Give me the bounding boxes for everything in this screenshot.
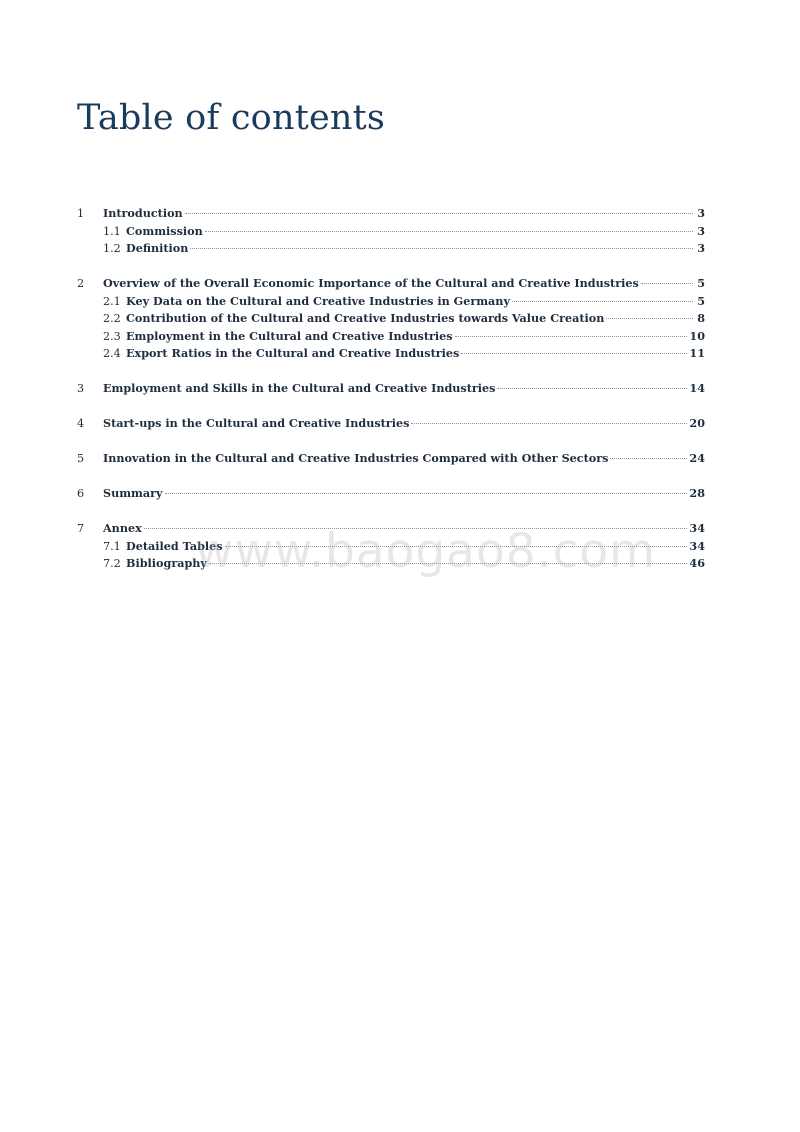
toc-chapter-title: Innovation in the Cultural and Creative Industries Compared with Other Sectors — [103, 451, 609, 465]
toc-dot-leader — [411, 423, 687, 424]
toc-subentry[interactable] — [77, 240, 705, 258]
toc-chapter — [77, 520, 705, 573]
toc-dot-leader — [606, 318, 693, 319]
toc-chapter — [77, 485, 705, 503]
toc-page-number: 3 — [697, 223, 705, 238]
toc-chapter — [77, 450, 705, 468]
toc-chapter-number: 4 — [77, 417, 85, 430]
toc-dot-leader — [225, 546, 688, 547]
toc-section-title: Bibliography — [126, 556, 207, 570]
toc-section-number: 2.4 — [103, 347, 121, 360]
toc-entry[interactable] — [77, 380, 705, 398]
toc-chapter-title: Overview of the Overall Economic Importance of the Cultural and Creative Industries — [103, 276, 639, 290]
toc-section-number: 1.2 — [103, 242, 121, 255]
toc-chapter — [77, 380, 705, 398]
toc-entry[interactable] — [77, 205, 705, 223]
toc-entry[interactable] — [77, 520, 705, 538]
toc-page-number: 5 — [697, 276, 705, 290]
toc-dot-leader — [461, 353, 687, 354]
toc-dot-leader — [205, 231, 693, 232]
toc-section-title: Employment in the Cultural and Creative Industries — [126, 328, 453, 343]
toc-page-number: 10 — [689, 328, 705, 343]
toc-page-number: 5 — [697, 293, 705, 308]
toc-subentry[interactable] — [77, 328, 705, 346]
toc-subentry[interactable] — [77, 538, 705, 556]
toc-dot-leader — [512, 301, 693, 302]
toc-dot-leader — [209, 563, 688, 564]
toc-dot-leader — [144, 528, 688, 529]
toc-page-number: 20 — [689, 416, 705, 430]
toc-entry[interactable] — [77, 275, 705, 293]
toc-dot-leader — [185, 213, 693, 214]
toc-section-title: Detailed Tables — [126, 538, 223, 553]
toc-page-number: 46 — [689, 556, 705, 570]
toc-page-number: 34 — [689, 521, 705, 535]
toc-page-number: 3 — [697, 206, 705, 220]
toc-subentry[interactable] — [77, 310, 705, 328]
toc-dot-leader — [641, 283, 693, 284]
toc-section-title: Contribution of the Cultural and Creative Industries towards Value Creation — [126, 311, 605, 325]
toc-section-number: 7.1 — [103, 539, 121, 553]
toc-chapter-title: Start-ups in the Cultural and Creative Industries — [103, 416, 410, 430]
toc-section-number: 2.1 — [103, 294, 121, 308]
toc-section-title: Key Data on the Cultural and Creative Industries in Germany — [126, 293, 510, 308]
toc-chapter-title: Introduction — [103, 206, 183, 220]
watermark: www.baogao8.com — [195, 524, 656, 579]
toc-subentry[interactable] — [77, 345, 705, 363]
toc-page-number: 24 — [689, 451, 705, 465]
toc-entry[interactable] — [77, 485, 705, 503]
toc-chapter-number: 5 — [77, 452, 85, 465]
toc-subentry[interactable] — [77, 555, 705, 573]
toc-page-number: 34 — [689, 538, 705, 553]
toc-chapter-number: 7 — [77, 522, 85, 535]
toc-page-number: 11 — [689, 346, 705, 360]
toc-section-title: Export Ratios in the Cultural and Creative Industries — [126, 346, 460, 360]
toc-page-number: 28 — [689, 486, 705, 500]
toc-page-number: 8 — [697, 311, 705, 325]
toc-dot-leader — [497, 388, 687, 389]
toc-chapter-title: Employment and Skills in the Cultural and Creative Industries — [103, 381, 496, 395]
toc-page-number: 14 — [689, 381, 705, 395]
toc-section-title: Commission — [126, 223, 203, 238]
toc-subentry[interactable] — [77, 223, 705, 241]
table-of-contents — [77, 205, 705, 590]
toc-chapter-number: 6 — [77, 487, 85, 500]
toc-chapter — [77, 205, 705, 258]
toc-entry[interactable] — [77, 450, 705, 468]
toc-chapter — [77, 415, 705, 433]
toc-dot-leader — [610, 458, 687, 459]
toc-subentry[interactable] — [77, 293, 705, 311]
toc-chapter-number: 3 — [77, 382, 85, 395]
toc-section-number: 2.3 — [103, 329, 121, 343]
toc-chapter-number: 1 — [77, 207, 85, 220]
toc-entry[interactable] — [77, 415, 705, 433]
toc-section-number: 2.2 — [103, 312, 121, 325]
toc-section-number: 7.2 — [103, 557, 121, 570]
toc-chapter — [77, 275, 705, 363]
toc-section-number: 1.1 — [103, 224, 121, 238]
toc-dot-leader — [455, 336, 688, 337]
toc-chapter-title: Annex — [103, 521, 142, 535]
toc-chapter-number: 2 — [77, 277, 85, 290]
toc-dot-leader — [190, 248, 693, 249]
toc-dot-leader — [165, 493, 688, 494]
toc-section-title: Definition — [126, 241, 189, 255]
page-title: Table of contents — [77, 98, 386, 138]
toc-page-number: 3 — [697, 241, 705, 255]
toc-chapter-title: Summary — [103, 486, 163, 500]
